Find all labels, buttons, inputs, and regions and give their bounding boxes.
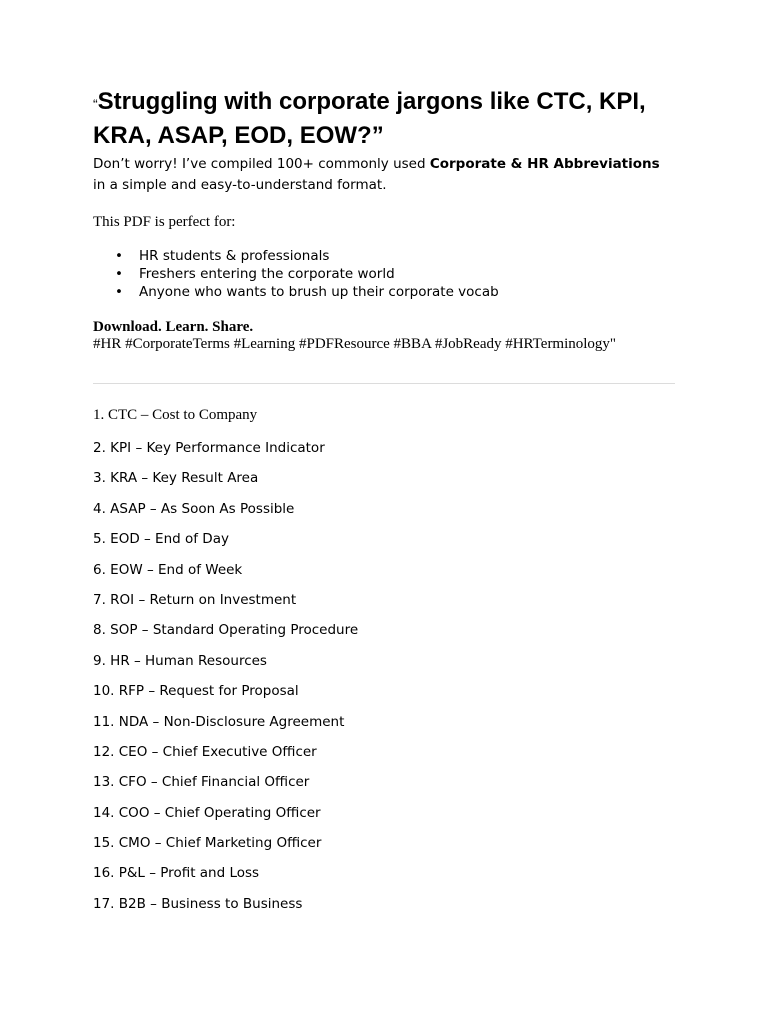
abbreviation-item: 17. B2B – Business to Business xyxy=(93,895,303,912)
abbreviation-item: 4. ASAP – As Soon As Possible xyxy=(93,500,295,517)
audience-list-item: • HR students & professionals xyxy=(93,247,499,265)
audience-heading: This PDF is perfect for: xyxy=(93,214,236,230)
title-open-quote: “ xyxy=(93,96,98,112)
audience-list-item: • Freshers entering the corporate world xyxy=(93,265,499,283)
title-text: Struggling with corporate jargons like CTC, KPI, KRA, ASAP, EOD, EOW?” xyxy=(93,88,646,149)
call-to-action: Download. Learn. Share. xyxy=(93,319,254,335)
abbreviation-item: 10. RFP – Request for Proposal xyxy=(93,683,299,700)
intro-text-before: Don’t worry! I’ve compiled 100+ commonly used xyxy=(93,156,430,172)
abbreviation-item: 13. CFO – Chief Financial Officer xyxy=(93,774,310,791)
intro-text-after: in a simple and easy-to-understand format. xyxy=(93,177,387,193)
abbreviation-item: 11. NDA – Non-Disclosure Agreement xyxy=(93,713,345,730)
abbreviation-item: 9. HR – Human Resources xyxy=(93,652,267,669)
abbreviation-list xyxy=(93,405,358,924)
abbreviation-item: 12. CEO – Chief Executive Officer xyxy=(93,743,317,760)
abbreviation-item: 15. CMO – Chief Marketing Officer xyxy=(93,835,322,852)
intro-bold-text: Corporate & HR Abbreviations xyxy=(429,156,660,172)
audience-list-item: • Anyone who wants to brush up their corporate vocab xyxy=(93,283,499,301)
abbreviation-item: 1. CTC – Cost to Company xyxy=(93,407,258,423)
abbreviation-item: 5. EOD – End of Day xyxy=(93,531,229,548)
abbreviation-item: 14. COO – Chief Operating Officer xyxy=(93,804,321,821)
hashtags: #HR #CorporateTerms #Learning #PDFResource #BBA #JobReady #HRTerminology" xyxy=(93,336,617,352)
abbreviation-item: 3. KRA – Key Result Area xyxy=(93,470,259,487)
audience-list xyxy=(93,247,499,301)
abbreviation-item: 8. SOP – Standard Operating Procedure xyxy=(93,622,359,639)
abbreviation-item: 6. EOW – End of Week xyxy=(93,561,243,578)
abbreviation-item: 2. KPI – Key Performance Indicator xyxy=(93,440,325,456)
page-title xyxy=(93,86,693,152)
abbreviation-item: 7. ROI – Return on Investment xyxy=(93,591,297,608)
divider xyxy=(93,383,675,384)
intro-paragraph xyxy=(93,154,673,196)
abbreviation-item: 16. P&L – Profit and Loss xyxy=(93,865,260,882)
